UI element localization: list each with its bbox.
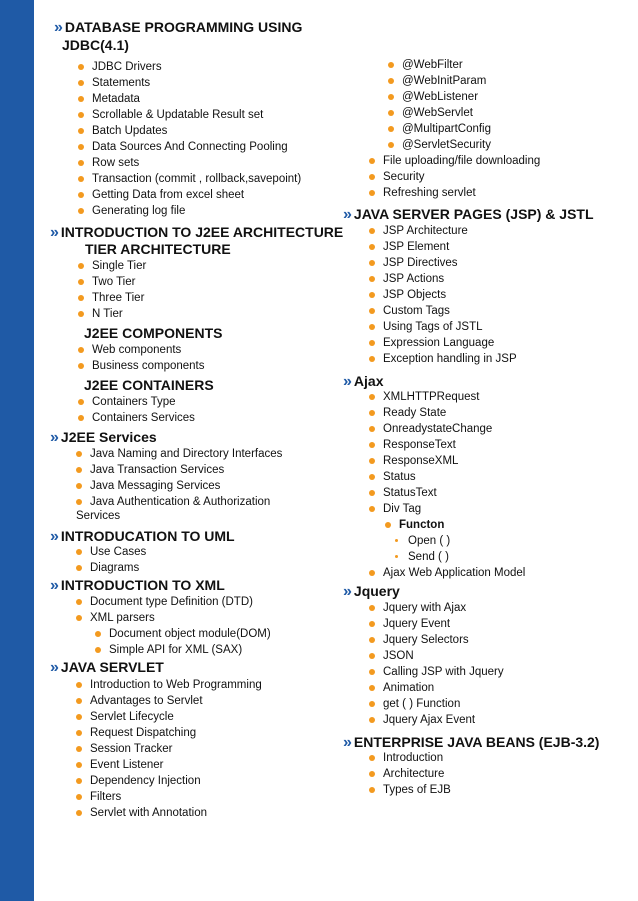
bullet-icon <box>78 295 84 301</box>
list-item <box>78 342 205 358</box>
list-item-label: Getting Data from excel sheet <box>92 189 245 201</box>
list-item-label: Diagrams <box>90 562 140 574</box>
list-item <box>76 741 262 757</box>
list-item <box>388 73 491 89</box>
list-item-label: Containers Type <box>92 396 176 408</box>
bullet-icon <box>395 555 398 558</box>
list-item <box>369 750 451 766</box>
bullet-icon <box>76 730 82 736</box>
bullet-icon <box>76 467 82 473</box>
chevron-icon: » <box>50 659 59 676</box>
bullet-icon <box>385 522 391 528</box>
bullet-icon <box>78 176 84 182</box>
bullet-icon <box>388 126 394 132</box>
list-item <box>76 805 262 821</box>
bullet-icon <box>369 605 375 611</box>
list-item-label: XML parsers <box>90 612 155 624</box>
bullet-icon <box>76 682 82 688</box>
bullet-icon <box>369 260 375 266</box>
list-item-label: Using Tags of JSTL <box>383 321 483 333</box>
bullet-icon <box>76 565 82 571</box>
servlet-list <box>76 677 262 821</box>
list-item-label: Row sets <box>92 157 140 169</box>
list-item <box>76 462 282 478</box>
uml-list <box>76 544 146 576</box>
list-item-label: Scrollable & Updatable Result set <box>92 109 264 121</box>
list-item <box>369 696 504 712</box>
jquery-list <box>369 600 504 728</box>
list-item-label: @WebFilter <box>402 59 463 71</box>
bullet-icon <box>369 244 375 250</box>
list-item <box>78 139 301 155</box>
list-item-label: JSP Architecture <box>383 225 468 237</box>
list-item <box>76 544 146 560</box>
bullet-icon <box>369 174 375 180</box>
list-item-label: Jquery with Ajax <box>383 602 467 614</box>
annotation-sublist <box>388 57 491 153</box>
section-title-jdbc-line2: JDBC(4.1) <box>62 37 129 53</box>
bullet-icon <box>76 499 82 505</box>
list-item <box>76 757 262 773</box>
bullet-icon <box>369 755 375 761</box>
list-item <box>369 469 492 485</box>
jsp-list <box>369 223 517 367</box>
list-item-label: ResponseXML <box>383 455 459 467</box>
bullet-icon <box>78 347 84 353</box>
bullet-icon <box>369 426 375 432</box>
bullet-icon <box>76 746 82 752</box>
list-item <box>388 137 491 153</box>
list-item <box>369 389 492 405</box>
bullet-icon <box>369 158 375 164</box>
list-item-label: Event Listener <box>90 759 164 771</box>
list-item-label: Filters <box>90 791 122 803</box>
bullet-icon <box>78 96 84 102</box>
list-item <box>369 632 504 648</box>
list-item <box>394 533 450 549</box>
ejb-list <box>369 750 451 798</box>
list-item <box>76 789 262 805</box>
list-item-label: Batch Updates <box>92 125 168 137</box>
list-item-label: Expression Language <box>383 337 495 349</box>
list-item-label: Jquery Ajax Event <box>383 714 476 726</box>
bullet-icon <box>76 714 82 720</box>
list-item <box>76 725 262 741</box>
list-item <box>78 187 301 203</box>
chevron-icon: » <box>50 224 59 241</box>
bullet-icon <box>369 410 375 416</box>
list-item-label: @ServletSecurity <box>402 139 492 151</box>
list-item <box>78 290 146 306</box>
bullet-icon <box>369 771 375 777</box>
list-item-label: @WebServlet <box>402 107 473 119</box>
section-title-uml: » INTRODUCATION TO UML <box>50 528 235 545</box>
bullet-icon <box>388 142 394 148</box>
list-item <box>78 123 301 139</box>
bullet-icon <box>76 483 82 489</box>
bullet-icon <box>369 442 375 448</box>
list-item-label: Introduction to Web Programming <box>90 679 262 691</box>
list-item-label: Data Sources And Connecting Pooling <box>92 141 288 153</box>
list-item <box>78 155 301 171</box>
tier-list <box>78 258 146 322</box>
list-item-label: Simple API for XML (SAX) <box>109 644 243 656</box>
list-item <box>369 303 517 319</box>
list-item-label: JSP Element <box>383 241 450 253</box>
list-item-label: Generating log file <box>92 205 186 217</box>
chevron-icon: » <box>50 528 59 545</box>
list-item <box>388 105 491 121</box>
bullet-icon <box>78 80 84 86</box>
xml-list <box>76 594 253 626</box>
list-item-label: JSON <box>383 650 414 662</box>
bullet-icon <box>388 94 394 100</box>
list-item-label: Containers Services <box>92 412 195 424</box>
list-item <box>78 107 301 123</box>
list-item-label: Three Tier <box>92 292 145 304</box>
list-item <box>76 478 282 494</box>
list-item-label: Servlet with Annotation <box>90 807 207 819</box>
list-item <box>76 446 282 462</box>
list-item-label: JSP Actions <box>383 273 445 285</box>
list-item <box>78 171 301 187</box>
services-continuation: Services <box>76 510 121 522</box>
left-accent-bar <box>0 0 34 901</box>
bullet-icon <box>369 474 375 480</box>
list-item <box>369 421 492 437</box>
bullet-icon <box>78 64 84 70</box>
list-item <box>78 410 195 426</box>
chevron-icon: » <box>50 577 59 594</box>
list-item-label: Statements <box>92 77 151 89</box>
list-item-label: @WebListener <box>402 91 479 103</box>
section-title-j2ee-architecture: » INTRODUCTION TO J2EE ARCHITECTURE <box>50 224 344 241</box>
j2ee-containers-heading: J2EE CONTAINERS <box>84 377 214 393</box>
bullet-icon <box>369 490 375 496</box>
bullet-icon <box>76 810 82 816</box>
components-list <box>78 342 205 374</box>
ajax-function-heading <box>385 517 444 533</box>
list-item <box>76 709 262 725</box>
list-item-label: @WebInitParam <box>402 75 487 87</box>
list-item-label: Java Naming and Directory Interfaces <box>90 448 283 460</box>
bullet-icon <box>369 292 375 298</box>
bullet-icon <box>369 324 375 330</box>
list-item-label: Servlet Lifecycle <box>90 711 174 723</box>
list-item <box>388 121 491 137</box>
bullet-icon <box>76 599 82 605</box>
list-item <box>369 405 492 421</box>
list-item-label: Transaction (commit , rollback,savepoint) <box>92 173 302 185</box>
list-item-label: Animation <box>383 682 435 694</box>
list-item-label: Types of EJB <box>383 784 451 796</box>
list-item-label: Web components <box>92 344 182 356</box>
list-item-label: Refreshing servlet <box>383 187 476 199</box>
bullet-icon <box>76 794 82 800</box>
list-item-label: Send ( ) <box>408 551 449 563</box>
list-item-label: Security <box>383 171 425 183</box>
list-item <box>369 453 492 469</box>
list-item-label: OnreadystateChange <box>383 423 493 435</box>
list-item-label: Calling JSP with Jquery <box>383 666 504 678</box>
list-item <box>369 239 517 255</box>
ajax-function-sublist <box>394 533 450 565</box>
list-item-label: Java Authentication & Authorization <box>90 496 271 508</box>
bullet-icon <box>78 128 84 134</box>
list-item-label: Ready State <box>383 407 447 419</box>
list-item-label: JSP Objects <box>383 289 447 301</box>
bullet-icon <box>369 787 375 793</box>
list-item <box>369 169 540 185</box>
section-title-jsp: » JAVA SERVER PAGES (JSP) & JSTL <box>343 206 594 223</box>
bullet-icon <box>76 451 82 457</box>
list-item-label: Dependency Injection <box>90 775 201 787</box>
bullet-icon <box>78 263 84 269</box>
list-item-label: Architecture <box>383 768 445 780</box>
list-item-label: Custom Tags <box>383 305 450 317</box>
list-item-label: Single Tier <box>92 260 147 272</box>
list-item <box>78 75 301 91</box>
list-item-label: @MultipartConfig <box>402 123 492 135</box>
section-title-servlet: » JAVA SERVLET <box>50 659 164 676</box>
bullet-icon <box>78 279 84 285</box>
list-item <box>388 89 491 105</box>
bullet-icon <box>369 621 375 627</box>
list-item <box>369 664 504 680</box>
bullet-icon <box>78 399 84 405</box>
j2ee-services-list <box>76 446 282 510</box>
bullet-icon <box>369 340 375 346</box>
list-item-label: Document type Definition (DTD) <box>90 596 253 608</box>
bullet-icon <box>76 778 82 784</box>
list-item-label: Document object module(DOM) <box>109 628 271 640</box>
list-item-label: Java Transaction Services <box>90 464 225 476</box>
list-item <box>78 394 195 410</box>
chevron-icon: » <box>343 373 352 390</box>
list-item <box>369 271 517 287</box>
bullet-icon <box>78 112 84 118</box>
bullet-icon <box>78 363 84 369</box>
list-item <box>78 59 301 75</box>
list-item <box>78 258 146 274</box>
ajax-last-list <box>369 565 525 581</box>
bullet-icon <box>78 415 84 421</box>
chevron-icon: » <box>343 734 352 751</box>
list-item <box>369 437 492 453</box>
containers-list <box>78 394 195 426</box>
bullet-icon <box>388 62 394 68</box>
bullet-icon <box>369 669 375 675</box>
list-item <box>76 773 262 789</box>
list-item-label: Div Tag <box>383 503 422 515</box>
list-item <box>78 274 146 290</box>
list-item-label: Advantages to Servlet <box>90 695 203 707</box>
list-item <box>369 335 517 351</box>
list-item <box>95 642 271 658</box>
bullet-icon <box>388 110 394 116</box>
list-item <box>78 203 301 219</box>
bullet-icon <box>369 506 375 512</box>
list-item-label: Metadata <box>92 93 140 105</box>
section-title-jdbc: » DATABASE PROGRAMMING USING <box>54 19 303 36</box>
list-item-label: ResponseText <box>383 439 456 451</box>
chevron-icon: » <box>50 429 59 446</box>
bullet-icon <box>78 311 84 317</box>
list-item <box>369 766 451 782</box>
list-item-label: Two Tier <box>92 276 136 288</box>
bullet-icon <box>76 615 82 621</box>
list-item <box>76 594 253 610</box>
list-item-label: JSP Directives <box>383 257 458 269</box>
list-item <box>369 319 517 335</box>
list-item <box>369 153 540 169</box>
bullet-icon <box>369 570 375 576</box>
list-item-label: Java Messaging Services <box>90 480 221 492</box>
list-item-label: Introduction <box>383 752 444 764</box>
servlet-extra-list <box>369 153 540 201</box>
list-item <box>369 255 517 271</box>
bullet-icon <box>369 685 375 691</box>
list-item <box>369 185 540 201</box>
list-item <box>369 616 504 632</box>
list-item <box>369 485 492 501</box>
jdbc-list <box>78 59 301 219</box>
list-item-label: Jquery Event <box>383 618 451 630</box>
list-item <box>369 648 504 664</box>
list-item-label: get ( ) Function <box>383 698 461 710</box>
bullet-icon <box>369 701 375 707</box>
list-item <box>369 600 504 616</box>
list-item-label: Status <box>383 471 416 483</box>
bullet-icon <box>388 78 394 84</box>
section-title-ajax: » Ajax <box>343 373 384 390</box>
list-item-label: Use Cases <box>90 546 147 558</box>
bullet-icon <box>95 647 101 653</box>
list-item-label: Open ( ) <box>408 535 451 547</box>
xml-parsers-sublist <box>95 626 271 658</box>
list-item <box>369 287 517 303</box>
list-item-label: Business components <box>92 360 205 372</box>
bullet-icon <box>369 356 375 362</box>
list-item <box>369 712 504 728</box>
list-item <box>78 358 205 374</box>
bullet-icon <box>369 717 375 723</box>
list-item <box>76 677 262 693</box>
list-item <box>388 57 491 73</box>
list-item <box>369 501 492 517</box>
list-item <box>95 626 271 642</box>
list-item <box>76 610 253 626</box>
list-item-label: StatusText <box>383 487 437 499</box>
section-title-j2ee-services: » J2EE Services <box>50 429 157 446</box>
list-item <box>394 549 450 565</box>
list-item <box>369 351 517 367</box>
bullet-icon <box>369 394 375 400</box>
list-item-label: Jquery Selectors <box>383 634 469 646</box>
list-item <box>78 91 301 107</box>
list-item: Ajax Web Application Model <box>369 565 525 581</box>
bullet-icon <box>95 631 101 637</box>
bullet-icon <box>369 228 375 234</box>
list-item-label: N Tier <box>92 308 123 320</box>
list-item-label: Request Dispatching <box>90 727 197 739</box>
bullet-icon <box>78 208 84 214</box>
list-item-label: File uploading/file downloading <box>383 155 541 167</box>
section-title-jquery: » Jquery <box>343 583 400 600</box>
list-item-label: Exception handling in JSP <box>383 353 517 365</box>
chevron-icon: » <box>343 206 352 223</box>
bullet-icon <box>369 190 375 196</box>
bullet-icon <box>369 637 375 643</box>
chevron-icon: » <box>343 583 352 600</box>
tier-architecture-heading: TIER ARCHITECTURE <box>85 241 231 257</box>
bullet-icon <box>395 539 398 542</box>
list-item <box>369 223 517 239</box>
list-item <box>78 306 146 322</box>
bullet-icon <box>78 160 84 166</box>
chevron-icon: » <box>54 19 63 36</box>
bullet-icon <box>78 192 84 198</box>
bullet-icon <box>76 698 82 704</box>
bullet-icon <box>369 276 375 282</box>
bullet-icon <box>76 549 82 555</box>
list-item <box>369 782 451 798</box>
ajax-list <box>369 389 492 517</box>
list-item: Functon <box>385 517 444 533</box>
list-item <box>369 680 504 696</box>
bullet-icon <box>76 762 82 768</box>
list-item-label: JDBC Drivers <box>92 61 162 73</box>
bullet-icon <box>369 458 375 464</box>
bullet-icon <box>78 144 84 150</box>
section-title-ejb: » ENTERPRISE JAVA BEANS (EJB-3.2) <box>343 734 600 751</box>
section-title-xml: » INTRODUCTION TO XML <box>50 577 225 594</box>
list-item-label: Session Tracker <box>90 743 173 755</box>
list-item-label: XMLHTTPRequest <box>383 391 480 403</box>
bullet-icon <box>369 308 375 314</box>
list-item <box>76 560 146 576</box>
list-item <box>76 693 262 709</box>
bullet-icon <box>369 653 375 659</box>
j2ee-components-heading: J2EE COMPONENTS <box>84 325 223 341</box>
